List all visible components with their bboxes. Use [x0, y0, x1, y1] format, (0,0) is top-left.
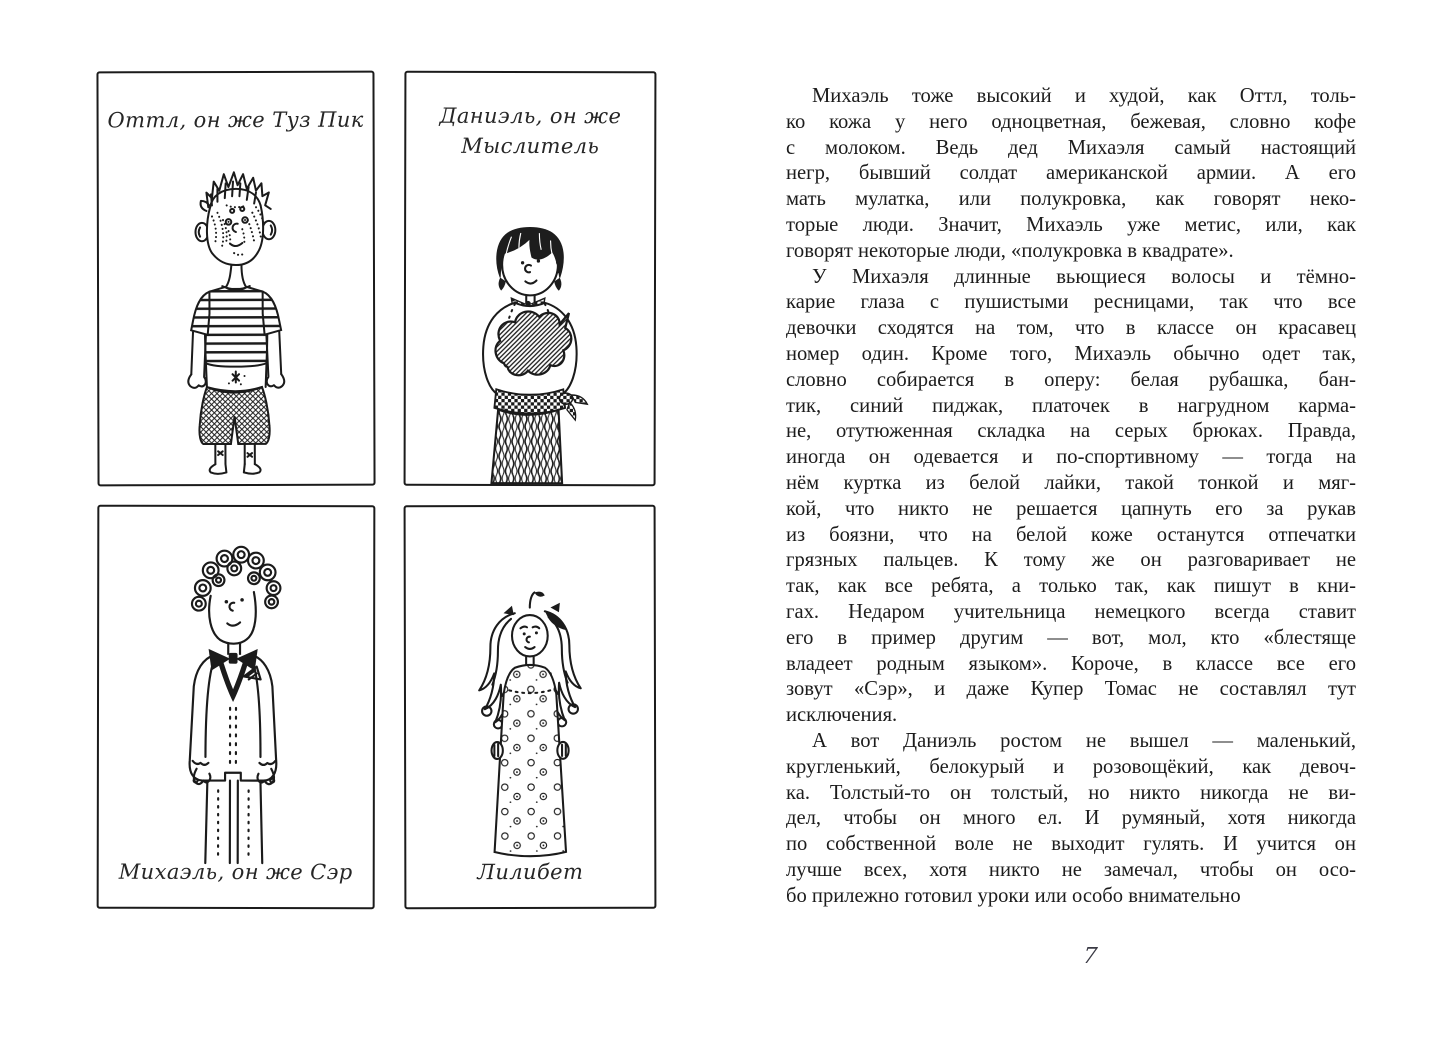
body-text-line: из боязни, что на белой коже останутся отпечатки [786, 523, 1356, 546]
body-text-line: девочки сходятся на том, что в классе он красавец [786, 317, 1356, 340]
michael-illustration [147, 535, 324, 869]
body-text-line: иногда он одевается и по-спортивному — тогда на [786, 446, 1356, 469]
body-text-line: зовут «Сэр», и даже Купер Томас не составлял тут [786, 678, 1356, 701]
ottl-body [188, 265, 284, 388]
body-text-line: А вот Даниэль ростом не вышел — маленький, [812, 729, 1356, 752]
body-text-line: дел, чтобы он много ел. И румяный, хотя никогда [786, 807, 1356, 830]
body-text-line: тик, синий пиджак, платочек в нагрудном карма- [786, 394, 1356, 417]
character-panel-ottl [96, 71, 375, 487]
body-text-line: мать мулатка, или полукровка, как говорят неко- [786, 188, 1356, 211]
caption-line: Лилибет [477, 859, 584, 884]
body-text-line: словно собирается в оперу: белая рубашка, бан- [786, 368, 1356, 391]
body-text-column [786, 84, 1356, 910]
body-text-line: ко кожа у него одноцветная, бежевая, словно кофе [786, 110, 1356, 133]
body-text-line: карие глаза с пушистыми ресницами, так что все [786, 291, 1356, 314]
daniel-sash-pants [491, 389, 587, 483]
panel-caption-daniel [406, 101, 654, 162]
body-text-line: по собственной воле не выходит гулять. И учится он [786, 833, 1356, 856]
michael-trousers [205, 781, 262, 864]
michael-face [209, 592, 256, 644]
daniel-illustration [446, 207, 614, 486]
page-number: 7 [1081, 944, 1099, 969]
character-panel-michael [97, 505, 376, 909]
body-text-line: кой, что никто не решается цапнуть его за рукав [786, 497, 1356, 520]
panel-caption-lilibet [406, 856, 654, 887]
caption-line: Оттл, он же Туз Пик [107, 107, 364, 133]
body-text-line: его в пример другим — вот, мол, кто «блестяще [786, 626, 1356, 649]
body-text-line: торые люди. Значит, Михаэль уже метис, или, как [786, 213, 1356, 236]
body-text-line: говорят некоторые люди, «полукровка в квадрате». [786, 239, 1234, 262]
body-text-line: У Михаэля длинные вьющиеся волосы и тёмно- [812, 265, 1356, 288]
daniel-head [497, 227, 564, 295]
lilibet-dress [491, 656, 568, 856]
body-text-line: грязных пальцев. К тому же он разговаривает не [786, 549, 1356, 572]
lilibet-illustration [445, 585, 615, 867]
body-text-line: не, отутюженная складка на серых брюках. Правда, [786, 420, 1356, 443]
body-text-line: гах. Недаром учительница немецкого всегда ставит [786, 600, 1356, 623]
body-text-line: номер один. Кроме того, Михаэль обычно одет так, [786, 342, 1356, 365]
body-text-line: Михаэль тоже высокий и худой, как Оттл, толь- [812, 85, 1356, 107]
character-panel-daniel [404, 71, 657, 487]
panel-caption-michael [99, 856, 373, 887]
body-text-line: негр, бывший солдат американской армии. А его [786, 162, 1356, 185]
michael-suit [190, 643, 277, 784]
character-panel-lilibet [404, 505, 657, 910]
caption-line: Даниэль, он же [439, 103, 622, 129]
ottl-illustration [153, 165, 319, 477]
caption-line: Мыслитель [461, 134, 600, 159]
body-text-line: нём куртка из белой лайки, такой тонкой и мяг- [786, 471, 1356, 494]
body-text-line: бо прилежно готовил уроки или особо внимательно [786, 884, 1241, 907]
panel-caption-ottl [99, 105, 373, 136]
body-text-line: ка. Толстый-то он толстый, но никто никогда не ви- [786, 781, 1356, 804]
body-text-line: владеет родным языком». Короче, в классе все его [786, 652, 1356, 675]
caption-line: Михаэль, он же Сэр [118, 859, 353, 884]
ottl-shorts-legs [199, 387, 269, 474]
body-text-line: кругленький, белокурый и розовощёкий, как девоч- [786, 755, 1356, 778]
body-text-line: исключения. [786, 704, 898, 727]
body-text-line: так, как все ребята, а только так, как пишут в кни- [786, 575, 1356, 598]
body-text-line: лучше всех, хотя никто не замечал, чтобы он осо- [786, 858, 1356, 881]
daniel-body [483, 295, 577, 395]
body-text-line: с молоком. Ведь дед Михаэля самый настоящий [786, 136, 1356, 159]
